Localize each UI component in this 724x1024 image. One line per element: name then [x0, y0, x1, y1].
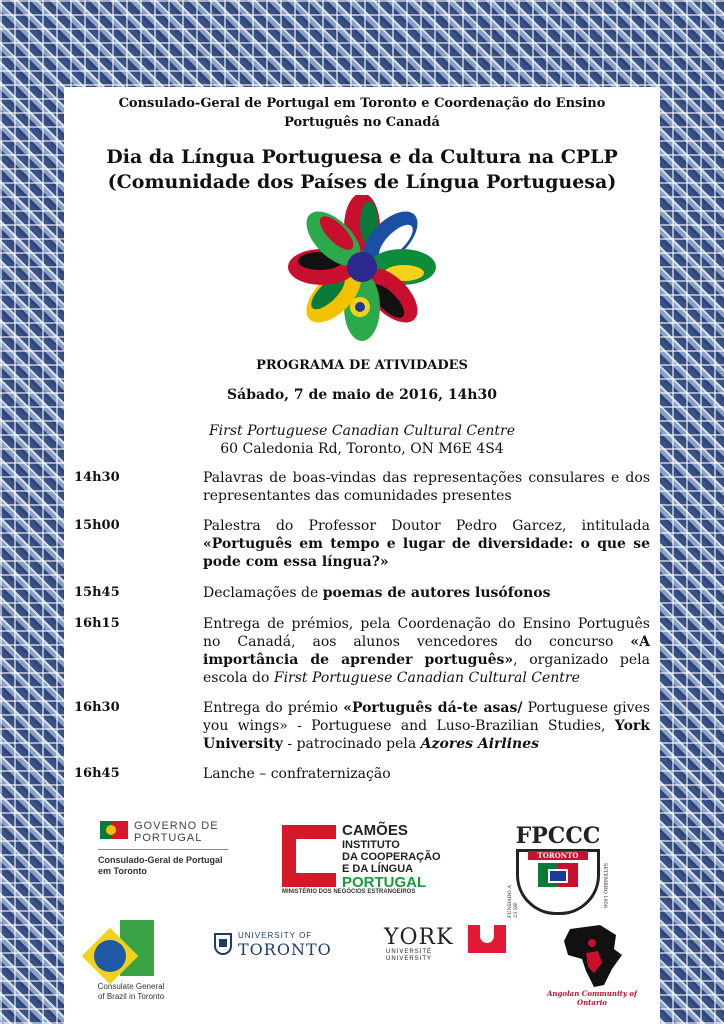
governo-de-portugal-logo: [98, 817, 233, 885]
brazil-line-1: Consulate General: [97, 982, 165, 991]
angolan-community-text: Angolan Community of Ontario: [546, 989, 638, 1007]
gov-line-1: GOVERNO DE: [134, 820, 219, 832]
schedule-description: Declamações de poemas de autores lusófonos: [203, 585, 551, 601]
organizer-heading: [64, 94, 660, 132]
poster-sheet: [64, 87, 660, 1024]
venue-name: First Portuguese Canadian Cultural Centre: [208, 423, 516, 439]
event-title-line-1: Dia da Língua Portuguesa e da Cultura na CPLP: [106, 146, 618, 168]
fpccc-name: FPCCC: [515, 823, 601, 849]
brazil-line-2: of Brazil in Toronto: [97, 992, 165, 1001]
gov-sub-1: Consulado-Geral de Portugal: [98, 855, 223, 865]
schedule-description: Palestra do Professor Doutor Pedro Garcez, intitulada «Português em tempo e lugar de diversidade: o que se pode com essa língua?»: [203, 518, 650, 570]
crest-icon: [548, 869, 568, 883]
venue: [64, 422, 660, 458]
fpccc-logo: [498, 823, 618, 918]
york-logo: [384, 925, 514, 965]
gov-sub-2: em Toronto: [98, 866, 147, 876]
schedule-description: Palavras de boas-vindas das representações consulares e dos representantes das comunidades presentes: [203, 470, 650, 504]
camoes-c-icon: [282, 825, 336, 887]
fpccc-city: TORONTO: [528, 851, 588, 860]
venue-address: 60 Caledonia Rd, Toronto, ON M6E 4S4: [220, 441, 504, 457]
fpccc-ring-left: FUNDADO A 23 DE: [507, 885, 519, 918]
organizer-line-1: Consulado-Geral de Portugal em Toronto e Coordenação do Ensino: [118, 96, 606, 111]
uoft-crest-icon: [214, 933, 232, 955]
brazil-blue-circle: [94, 940, 126, 972]
camoes-ministry: MINISTÉRIO DOS NEGÓCIOS ESTRANGEIROS: [282, 889, 416, 895]
schedule-time: 14h30: [74, 470, 120, 485]
schedule-time: 16h30: [74, 700, 120, 715]
cplp-flower-logo: [282, 195, 442, 345]
schedule-time: 15h00: [74, 518, 120, 533]
angolan-community-logo: [542, 923, 642, 1009]
york-line-en: UNIVERSITY: [386, 956, 433, 962]
uoft-logo: [214, 931, 334, 975]
event-title-line-2: (Comunidade dos Países de Língua Portuguesa): [107, 171, 617, 193]
camoes-logo: [282, 822, 452, 897]
schedule-description: Entrega do prémio «Português dá-te asas/ Portuguese gives you wings» - Portuguese and Luso-Brazilian Studies, York University - patrocinado pela Azores Airlines: [203, 700, 650, 752]
brazil-consulate-logo: [86, 920, 176, 1010]
camoes-name: CAMÕES: [342, 822, 408, 839]
york-wordmark: YORK: [384, 925, 454, 950]
schedule-time: 15h45: [74, 585, 120, 600]
portugal-flag-icon: [100, 821, 128, 839]
camoes-line-1: INSTITUTO: [342, 839, 400, 851]
africa-map-icon: [542, 923, 642, 989]
fpccc-ring-right: SETEMBRO 1956: [602, 863, 608, 909]
camoes-line-3: E DA LÍNGUA: [342, 863, 414, 875]
uoft-line-1: UNIVERSITY OF: [238, 931, 313, 940]
uoft-line-2: TORONTO: [238, 940, 332, 959]
schedule-time: 16h45: [74, 766, 120, 781]
york-line-fr: UNIVERSITÉ: [386, 949, 433, 955]
york-u-icon: [468, 925, 506, 953]
event-date: Sábado, 7 de maio de 2016, 14h30: [227, 387, 497, 403]
camoes-line-2: DA COOPERAÇÃO: [342, 851, 441, 863]
event-title: [64, 145, 660, 195]
schedule-description: Lanche – confraternização: [203, 766, 391, 782]
organizer-line-2: Português no Canadá: [284, 115, 440, 130]
program-heading: PROGRAMA DE ATIVIDADES: [256, 358, 468, 373]
gov-line-2: PORTUGAL: [134, 832, 203, 844]
camoes-line-4: PORTUGAL: [342, 874, 427, 891]
schedule-time: 16h15: [74, 616, 120, 631]
schedule-description: Entrega de prémios, pela Coordenação do Ensino Português no Canadá, aos alunos vencedores do concurso «A importância de aprender português», organizado pela escola do First Portuguese Canadian Cultural Centre: [203, 616, 650, 686]
